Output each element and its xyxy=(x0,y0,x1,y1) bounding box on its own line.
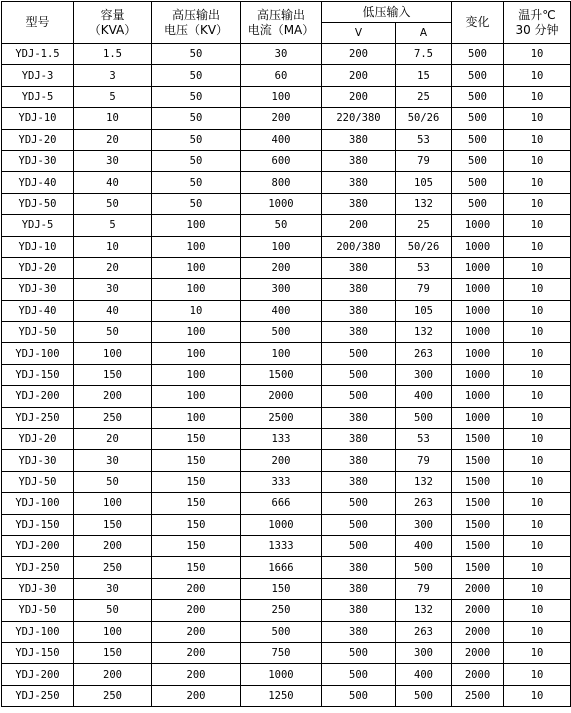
cell-hv-current: 1000 xyxy=(241,664,322,685)
cell-hv-voltage: 200 xyxy=(152,642,241,663)
cell-temp-rise: 10 xyxy=(504,129,571,150)
cell-hv-voltage: 100 xyxy=(152,236,241,257)
cell-lv-current: 25 xyxy=(396,215,452,236)
cell-hv-voltage: 150 xyxy=(152,450,241,471)
cell-temp-rise: 10 xyxy=(504,578,571,599)
cell-capacity: 30 xyxy=(74,450,152,471)
spec-table xyxy=(1,1,571,707)
cell-model: YDJ-50 xyxy=(2,193,74,214)
cell-capacity: 5 xyxy=(74,215,152,236)
cell-hv-current: 1666 xyxy=(241,557,322,578)
table-row xyxy=(2,578,571,599)
cell-lv-voltage: 200 xyxy=(322,215,396,236)
cell-hv-voltage: 100 xyxy=(152,215,241,236)
cell-hv-voltage: 150 xyxy=(152,535,241,556)
cell-temp-rise: 10 xyxy=(504,471,571,492)
cell-capacity: 50 xyxy=(74,322,152,343)
header-hv-voltage-line2: 电压（KV） xyxy=(163,22,229,37)
cell-model: YDJ-100 xyxy=(2,493,74,514)
cell-capacity: 1.5 xyxy=(74,44,152,65)
table-row xyxy=(2,535,571,556)
cell-change: 500 xyxy=(452,150,504,171)
cell-model: YDJ-20 xyxy=(2,257,74,278)
cell-lv-voltage: 380 xyxy=(322,557,396,578)
cell-model: YDJ-200 xyxy=(2,535,74,556)
cell-hv-current: 200 xyxy=(241,257,322,278)
cell-model: YDJ-40 xyxy=(2,300,74,321)
cell-hv-current: 250 xyxy=(241,600,322,621)
table-row xyxy=(2,450,571,471)
header-capacity-line1: 容量 xyxy=(100,7,125,22)
cell-hv-voltage: 50 xyxy=(152,108,241,129)
table-row xyxy=(2,685,571,706)
cell-lv-voltage: 500 xyxy=(322,514,396,535)
cell-temp-rise: 10 xyxy=(504,343,571,364)
cell-lv-current: 132 xyxy=(396,322,452,343)
cell-lv-voltage: 380 xyxy=(322,621,396,642)
cell-lv-voltage: 200 xyxy=(322,65,396,86)
header-capacity xyxy=(74,2,152,44)
cell-hv-current: 1000 xyxy=(241,193,322,214)
cell-lv-voltage: 380 xyxy=(322,129,396,150)
table-row xyxy=(2,129,571,150)
cell-hv-current: 133 xyxy=(241,429,322,450)
cell-lv-current: 132 xyxy=(396,600,452,621)
cell-hv-current: 400 xyxy=(241,129,322,150)
cell-lv-current: 500 xyxy=(396,557,452,578)
cell-change: 1000 xyxy=(452,343,504,364)
cell-temp-rise: 10 xyxy=(504,44,571,65)
table-row xyxy=(2,642,571,663)
cell-lv-voltage: 500 xyxy=(322,343,396,364)
cell-change: 1000 xyxy=(452,279,504,300)
cell-model: YDJ-30 xyxy=(2,450,74,471)
cell-capacity: 50 xyxy=(74,600,152,621)
cell-temp-rise: 10 xyxy=(504,621,571,642)
cell-model: YDJ-3 xyxy=(2,65,74,86)
cell-hv-voltage: 50 xyxy=(152,172,241,193)
cell-lv-current: 300 xyxy=(396,514,452,535)
cell-lv-current: 79 xyxy=(396,150,452,171)
cell-capacity: 40 xyxy=(74,300,152,321)
table-row xyxy=(2,407,571,428)
cell-lv-current: 263 xyxy=(396,493,452,514)
table-row xyxy=(2,343,571,364)
table-row xyxy=(2,386,571,407)
cell-lv-current: 50/26 xyxy=(396,108,452,129)
cell-hv-current: 750 xyxy=(241,642,322,663)
cell-lv-current: 132 xyxy=(396,193,452,214)
table-row xyxy=(2,621,571,642)
cell-lv-voltage: 500 xyxy=(322,364,396,385)
cell-lv-voltage: 500 xyxy=(322,685,396,706)
cell-hv-current: 100 xyxy=(241,86,322,107)
cell-hv-current: 300 xyxy=(241,279,322,300)
header-hv-current-line2: 电流（MA） xyxy=(247,22,315,37)
cell-hv-voltage: 200 xyxy=(152,600,241,621)
cell-capacity: 250 xyxy=(74,557,152,578)
table-row xyxy=(2,471,571,492)
cell-lv-voltage: 500 xyxy=(322,642,396,663)
cell-lv-voltage: 380 xyxy=(322,257,396,278)
cell-capacity: 10 xyxy=(74,108,152,129)
cell-hv-voltage: 100 xyxy=(152,279,241,300)
cell-hv-current: 60 xyxy=(241,65,322,86)
cell-temp-rise: 10 xyxy=(504,386,571,407)
cell-temp-rise: 10 xyxy=(504,322,571,343)
cell-hv-voltage: 50 xyxy=(152,86,241,107)
cell-temp-rise: 10 xyxy=(504,236,571,257)
cell-model: YDJ-5 xyxy=(2,86,74,107)
table-row xyxy=(2,514,571,535)
header-model: 型号 xyxy=(2,2,74,44)
cell-change: 500 xyxy=(452,86,504,107)
cell-model: YDJ-150 xyxy=(2,642,74,663)
cell-temp-rise: 10 xyxy=(504,429,571,450)
cell-temp-rise: 10 xyxy=(504,364,571,385)
cell-lv-current: 25 xyxy=(396,86,452,107)
cell-capacity: 40 xyxy=(74,172,152,193)
cell-hv-current: 1333 xyxy=(241,535,322,556)
cell-change: 1500 xyxy=(452,450,504,471)
cell-model: YDJ-20 xyxy=(2,429,74,450)
cell-hv-current: 500 xyxy=(241,621,322,642)
table-row xyxy=(2,172,571,193)
cell-hv-voltage: 100 xyxy=(152,322,241,343)
cell-temp-rise: 10 xyxy=(504,600,571,621)
cell-hv-voltage: 150 xyxy=(152,493,241,514)
cell-change: 1000 xyxy=(452,364,504,385)
cell-model: YDJ-20 xyxy=(2,129,74,150)
cell-change: 1500 xyxy=(452,493,504,514)
header-capacity-line2: （KVA） xyxy=(88,22,137,37)
cell-lv-current: 79 xyxy=(396,578,452,599)
cell-lv-current: 50/26 xyxy=(396,236,452,257)
cell-hv-voltage: 200 xyxy=(152,621,241,642)
cell-lv-voltage: 500 xyxy=(322,535,396,556)
cell-lv-current: 263 xyxy=(396,621,452,642)
cell-change: 1500 xyxy=(452,535,504,556)
cell-hv-voltage: 10 xyxy=(152,300,241,321)
cell-model: YDJ-30 xyxy=(2,578,74,599)
table-row xyxy=(2,257,571,278)
cell-hv-current: 1500 xyxy=(241,364,322,385)
cell-capacity: 150 xyxy=(74,514,152,535)
cell-lv-current: 400 xyxy=(396,664,452,685)
cell-model: YDJ-1.5 xyxy=(2,44,74,65)
cell-lv-voltage: 380 xyxy=(322,450,396,471)
cell-hv-current: 600 xyxy=(241,150,322,171)
cell-hv-current: 100 xyxy=(241,236,322,257)
cell-change: 500 xyxy=(452,44,504,65)
cell-hv-voltage: 200 xyxy=(152,578,241,599)
cell-hv-current: 1250 xyxy=(241,685,322,706)
cell-model: YDJ-50 xyxy=(2,322,74,343)
table-row xyxy=(2,236,571,257)
table-row xyxy=(2,108,571,129)
cell-lv-voltage: 380 xyxy=(322,322,396,343)
cell-hv-voltage: 50 xyxy=(152,150,241,171)
cell-lv-voltage: 380 xyxy=(322,279,396,300)
cell-capacity: 200 xyxy=(74,386,152,407)
cell-model: YDJ-40 xyxy=(2,172,74,193)
cell-temp-rise: 10 xyxy=(504,193,571,214)
cell-hv-current: 333 xyxy=(241,471,322,492)
cell-capacity: 150 xyxy=(74,642,152,663)
table-row xyxy=(2,193,571,214)
cell-temp-rise: 10 xyxy=(504,407,571,428)
cell-lv-current: 7.5 xyxy=(396,44,452,65)
table-row xyxy=(2,279,571,300)
cell-change: 2000 xyxy=(452,578,504,599)
cell-hv-current: 150 xyxy=(241,578,322,599)
cell-lv-current: 53 xyxy=(396,257,452,278)
cell-hv-current: 200 xyxy=(241,108,322,129)
cell-hv-voltage: 100 xyxy=(152,343,241,364)
cell-temp-rise: 10 xyxy=(504,257,571,278)
cell-change: 1500 xyxy=(452,557,504,578)
cell-change: 2500 xyxy=(452,685,504,706)
cell-hv-current: 666 xyxy=(241,493,322,514)
cell-temp-rise: 10 xyxy=(504,300,571,321)
cell-temp-rise: 10 xyxy=(504,86,571,107)
cell-change: 1000 xyxy=(452,322,504,343)
cell-hv-voltage: 150 xyxy=(152,514,241,535)
cell-temp-rise: 10 xyxy=(504,557,571,578)
header-temp-line2: 30 分钟 xyxy=(515,22,559,37)
cell-hv-current: 2500 xyxy=(241,407,322,428)
cell-lv-current: 79 xyxy=(396,279,452,300)
cell-capacity: 100 xyxy=(74,493,152,514)
cell-temp-rise: 10 xyxy=(504,150,571,171)
cell-temp-rise: 10 xyxy=(504,685,571,706)
cell-hv-current: 400 xyxy=(241,300,322,321)
cell-lv-voltage: 200 xyxy=(322,44,396,65)
cell-lv-voltage: 380 xyxy=(322,172,396,193)
cell-capacity: 20 xyxy=(74,129,152,150)
header-change: 变化 xyxy=(452,2,504,44)
cell-lv-voltage: 200 xyxy=(322,86,396,107)
cell-lv-current: 53 xyxy=(396,429,452,450)
cell-capacity: 200 xyxy=(74,664,152,685)
header-hv-current xyxy=(241,2,322,44)
cell-hv-voltage: 100 xyxy=(152,407,241,428)
header-hv-voltage-line1: 高压输出 xyxy=(171,7,220,22)
cell-hv-current: 800 xyxy=(241,172,322,193)
cell-hv-voltage: 100 xyxy=(152,257,241,278)
table-row xyxy=(2,429,571,450)
cell-hv-current: 500 xyxy=(241,322,322,343)
cell-temp-rise: 10 xyxy=(504,493,571,514)
cell-change: 1000 xyxy=(452,300,504,321)
cell-change: 2000 xyxy=(452,621,504,642)
cell-lv-voltage: 380 xyxy=(322,193,396,214)
cell-lv-current: 132 xyxy=(396,471,452,492)
cell-temp-rise: 10 xyxy=(504,642,571,663)
header-hv-voltage xyxy=(152,2,241,44)
cell-lv-voltage: 220/380 xyxy=(322,108,396,129)
cell-lv-current: 500 xyxy=(396,685,452,706)
cell-hv-voltage: 200 xyxy=(152,664,241,685)
cell-lv-current: 105 xyxy=(396,172,452,193)
cell-hv-voltage: 100 xyxy=(152,364,241,385)
cell-model: YDJ-100 xyxy=(2,343,74,364)
table-row xyxy=(2,65,571,86)
cell-lv-voltage: 500 xyxy=(322,664,396,685)
cell-capacity: 250 xyxy=(74,407,152,428)
cell-lv-voltage: 380 xyxy=(322,429,396,450)
cell-lv-current: 300 xyxy=(396,642,452,663)
cell-hv-voltage: 200 xyxy=(152,685,241,706)
cell-hv-voltage: 50 xyxy=(152,44,241,65)
cell-lv-current: 15 xyxy=(396,65,452,86)
cell-capacity: 50 xyxy=(74,471,152,492)
header-temp-rise xyxy=(504,2,571,44)
table-row xyxy=(2,86,571,107)
cell-model: YDJ-10 xyxy=(2,108,74,129)
cell-lv-current: 105 xyxy=(396,300,452,321)
cell-change: 1000 xyxy=(452,236,504,257)
cell-model: YDJ-150 xyxy=(2,364,74,385)
table-row xyxy=(2,322,571,343)
cell-hv-current: 1000 xyxy=(241,514,322,535)
header-lv-input: 低压输入 xyxy=(322,2,452,23)
cell-lv-current: 400 xyxy=(396,386,452,407)
cell-hv-current: 200 xyxy=(241,450,322,471)
cell-hv-current: 2000 xyxy=(241,386,322,407)
cell-capacity: 10 xyxy=(74,236,152,257)
header-lv-a: A xyxy=(396,23,452,44)
cell-temp-rise: 10 xyxy=(504,215,571,236)
cell-lv-current: 300 xyxy=(396,364,452,385)
cell-capacity: 100 xyxy=(74,343,152,364)
cell-change: 1500 xyxy=(452,471,504,492)
cell-lv-voltage: 200/380 xyxy=(322,236,396,257)
cell-change: 2000 xyxy=(452,600,504,621)
cell-hv-voltage: 150 xyxy=(152,557,241,578)
cell-change: 1000 xyxy=(452,386,504,407)
cell-model: YDJ-150 xyxy=(2,514,74,535)
cell-lv-voltage: 500 xyxy=(322,386,396,407)
table-row xyxy=(2,44,571,65)
table-row xyxy=(2,364,571,385)
cell-model: YDJ-250 xyxy=(2,557,74,578)
cell-change: 2000 xyxy=(452,664,504,685)
cell-temp-rise: 10 xyxy=(504,664,571,685)
cell-temp-rise: 10 xyxy=(504,514,571,535)
cell-change: 1000 xyxy=(452,257,504,278)
header-lv-v: V xyxy=(322,23,396,44)
cell-capacity: 5 xyxy=(74,86,152,107)
cell-lv-voltage: 380 xyxy=(322,407,396,428)
cell-capacity: 30 xyxy=(74,279,152,300)
table-row xyxy=(2,150,571,171)
cell-capacity: 30 xyxy=(74,578,152,599)
cell-lv-voltage: 380 xyxy=(322,578,396,599)
cell-model: YDJ-250 xyxy=(2,685,74,706)
cell-change: 2000 xyxy=(452,642,504,663)
table-row xyxy=(2,215,571,236)
table-row xyxy=(2,493,571,514)
cell-change: 1000 xyxy=(452,215,504,236)
cell-hv-voltage: 150 xyxy=(152,471,241,492)
cell-hv-voltage: 50 xyxy=(152,193,241,214)
cell-model: YDJ-200 xyxy=(2,386,74,407)
cell-change: 500 xyxy=(452,65,504,86)
table-row xyxy=(2,300,571,321)
cell-model: YDJ-30 xyxy=(2,279,74,300)
cell-model: YDJ-10 xyxy=(2,236,74,257)
cell-capacity: 20 xyxy=(74,257,152,278)
cell-temp-rise: 10 xyxy=(504,450,571,471)
cell-lv-current: 500 xyxy=(396,407,452,428)
cell-capacity: 100 xyxy=(74,621,152,642)
table-body xyxy=(2,44,571,707)
cell-change: 500 xyxy=(452,129,504,150)
cell-model: YDJ-5 xyxy=(2,215,74,236)
cell-hv-voltage: 150 xyxy=(152,429,241,450)
table-row xyxy=(2,664,571,685)
cell-model: YDJ-30 xyxy=(2,150,74,171)
cell-lv-voltage: 380 xyxy=(322,150,396,171)
cell-hv-current: 50 xyxy=(241,215,322,236)
cell-hv-voltage: 50 xyxy=(152,65,241,86)
cell-hv-voltage: 50 xyxy=(152,129,241,150)
cell-hv-current: 100 xyxy=(241,343,322,364)
cell-change: 1500 xyxy=(452,429,504,450)
header-temp-line1: 温升℃ xyxy=(518,7,556,22)
header-hv-current-line1: 高压输出 xyxy=(256,7,305,22)
cell-hv-voltage: 100 xyxy=(152,386,241,407)
cell-capacity: 20 xyxy=(74,429,152,450)
cell-capacity: 30 xyxy=(74,150,152,171)
cell-lv-voltage: 380 xyxy=(322,600,396,621)
cell-lv-current: 400 xyxy=(396,535,452,556)
cell-lv-voltage: 380 xyxy=(322,300,396,321)
cell-change: 500 xyxy=(452,172,504,193)
table-header xyxy=(2,2,571,44)
cell-temp-rise: 10 xyxy=(504,535,571,556)
cell-hv-current: 30 xyxy=(241,44,322,65)
cell-capacity: 50 xyxy=(74,193,152,214)
cell-model: YDJ-200 xyxy=(2,664,74,685)
cell-temp-rise: 10 xyxy=(504,172,571,193)
cell-lv-current: 263 xyxy=(396,343,452,364)
cell-model: YDJ-100 xyxy=(2,621,74,642)
cell-capacity: 150 xyxy=(74,364,152,385)
cell-capacity: 200 xyxy=(74,535,152,556)
cell-model: YDJ-250 xyxy=(2,407,74,428)
table-row xyxy=(2,557,571,578)
cell-temp-rise: 10 xyxy=(504,108,571,129)
cell-change: 500 xyxy=(452,108,504,129)
cell-capacity: 250 xyxy=(74,685,152,706)
cell-lv-voltage: 380 xyxy=(322,471,396,492)
cell-temp-rise: 10 xyxy=(504,279,571,300)
cell-model: YDJ-50 xyxy=(2,600,74,621)
table-row xyxy=(2,600,571,621)
cell-change: 1000 xyxy=(452,407,504,428)
cell-lv-current: 53 xyxy=(396,129,452,150)
cell-lv-voltage: 500 xyxy=(322,493,396,514)
cell-change: 1500 xyxy=(452,514,504,535)
cell-capacity: 3 xyxy=(74,65,152,86)
cell-lv-current: 79 xyxy=(396,450,452,471)
cell-model: YDJ-50 xyxy=(2,471,74,492)
cell-change: 500 xyxy=(452,193,504,214)
cell-temp-rise: 10 xyxy=(504,65,571,86)
